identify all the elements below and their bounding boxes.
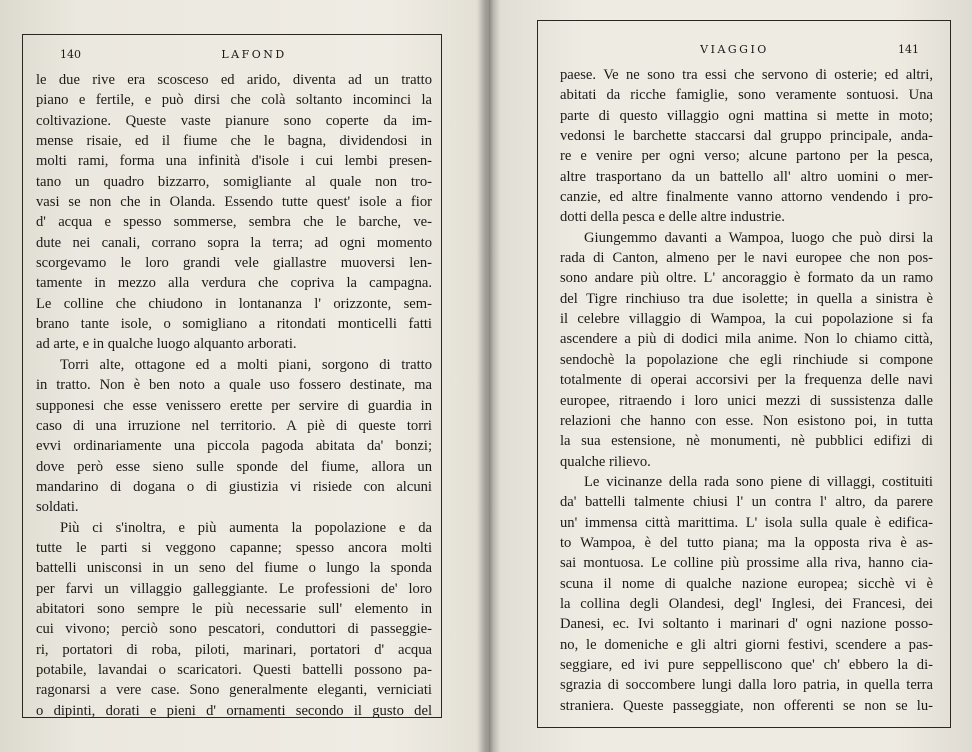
text-line: la collina degli Olandesi, degl' Inglesi, dei Francesi, dei [560,595,933,612]
text-line: sono andare più oltre. L' ancoraggio è formato da un ramo [560,270,933,287]
text-line: dove però esse sieno sulle sponde del fiume, allora un [36,458,432,475]
text-line: del Tigre rinchiuso tra due isolette; in quella a sinistra è [560,290,933,307]
text-line: d' acqua e spesso sommerse, sembra che le barche, ve- [36,214,432,231]
text-line: Le colline che chiudono in lontananza l' orizzonte, sem- [36,295,432,312]
left-page-body [36,70,432,721]
text-line: dotti della pesca e delle altre industrie. [560,209,785,226]
text-line: paese. Ve ne sono tra essi che servono di osterie; ed altri, [560,67,933,83]
text-line: dute nei canali, corrano sopra la terra; ad ogni momento [36,234,432,251]
right-page-body [560,65,933,716]
text-line: qualche rilievo. [560,453,651,470]
paragraph [36,518,432,721]
left-page-header [36,48,432,70]
text-line: per farvi un villaggio galleggiante. Le professioni de' loro [36,580,432,597]
paragraph [560,228,933,472]
text-line: sai montuosa. Le colline più prossime alla riva, hanno cia- [560,555,933,572]
text-line: battelli unisconsi in un seno del fiume o lungo la sponda [36,560,432,577]
text-line: tutte le parti si veggono capanne; spesso ancora molti [36,539,432,556]
text-line: un' immensa città marittima. L' isola sulla quale è edifica- [560,514,933,531]
text-line: altre trasportano da un battello all' altro uomini o mer- [560,168,933,185]
text-line: soldati. [36,499,79,516]
text-line: scuna il nome di qualche nazione europea; sicchè vi è [560,575,933,592]
left-page-number: 140 [60,48,81,61]
paragraph [36,355,432,518]
text-line: europee, ritraendo i loro unici mezzi di sussistenza dalle [560,392,933,409]
text-line: sendochè la popolazione che egli rinchiude si compone [560,351,933,368]
text-line: rada di Canton, almeno per le navi europee che non pos- [560,250,933,267]
text-line: scorgevamo le loro grandi vele giallastre muoversi len- [36,255,432,272]
text-line: evvi ordinariamente una piccola pagoda abitata da' bonzi; [36,438,432,455]
text-line: straniera. Queste passeggiate, non offerenti se non se lu- [560,697,933,714]
text-line: Torri alte, ottagone ed a molti piani, sorgono di tratto [60,356,432,373]
text-line: vedonsi le barchette staccarsi dal gruppo principale, anda- [560,128,933,145]
text-line: coltivazione. Queste vaste pianure sono coperte da im- [36,112,432,129]
paragraph [560,472,933,716]
text-line: tano un quadro bizzarro, somigliante al quale non tro- [36,173,432,190]
paragraph [36,70,432,355]
right-page-number: 141 [898,43,919,56]
text-line: la sua estensione, nè monumenti, nè pubblici edifizi di [560,433,933,450]
text-line: ragonarsi a vere case. Sono generalmente eleganti, verniciati [36,682,432,699]
text-line: seggiare, ed ivi pure seppelliscono que' ch' ebbero la di- [560,656,933,673]
text-line: il celebre villaggio di Wampoa, la cui popolazione si fa [560,311,933,328]
text-line: totalmente di operai accorsivi per la frequenza delle navi [560,372,933,389]
text-line: vasi se non che in Olanda. Essendo tutte quest' isole a fior [36,194,432,211]
paragraph [560,65,933,228]
left-page [36,48,432,721]
book-gutter [478,0,500,752]
text-line: no, le domeniche e gli altri giorni festivi, scendere a pas- [560,636,933,653]
text-line: mandarino di dogana o di giustizia vi risiede con alcuni [36,478,432,495]
text-line: potabile, lavandai o scaricatori. Questi battelli possono pa- [36,661,432,678]
text-line: mense risaie, ed il fiume che le bagna, dividendosi in [36,133,432,150]
text-line: canzie, ed altre finalmente vanno attorno vendendo i pro- [560,189,933,206]
text-line: Danesi, ec. Ivi soltanto i marinari d' ogni nazione posso- [560,616,933,633]
text-line: o dipinti, dorati e pieni d' ornamenti secondo il gusto del [36,702,432,719]
text-line: Le vicinanze della rada sono piene di villaggi, costituiti [584,473,933,490]
text-line: caso di una irruzione nel territorio. A piè di queste torri [36,417,432,434]
text-line: abitatori sono sempre le più necessarie sull' elemento in [36,600,432,617]
text-line: Giungemmo davanti a Wampoa, luogo che può dirsi la [584,229,933,246]
text-line: abitati da ricche famiglie, sono veramente sontuosi. Una [560,87,933,104]
text-line: piano e fertile, e può dirsi che colà soltanto incominci la [36,92,432,109]
text-line: da' battelli talmente chiusi l' un contra l' altro, da parere [560,494,933,511]
text-line: tamente in mezzo alla verdura che copriva la campagna. [36,275,432,292]
text-line: Più ci s'inoltra, e più aumenta la popolazione e da [60,519,432,536]
text-line: cui vivono; perciò sono pescatori, conduttori di passeggie- [36,621,432,638]
right-running-head: VIAGGIO [700,43,769,56]
text-line: to Wampoa, è del tutto piana; ma la opposta riva è as- [560,534,933,551]
text-line: supponesi che esse venissero erette per servire di guardia in [36,397,432,414]
text-line: relazioni che hanno con esse. Non esistono poi, in tutta [560,412,933,429]
text-line: le due rive era scosceso ed arido, diventa ad un tratto [36,72,432,88]
text-line: ad arte, e in qualche luogo alquanto arborati. [36,336,297,353]
text-line: brano tante isole, o somigliano a ritondati monticelli fatti [36,316,432,333]
text-line: ascendere a più di dodici mila anime. Non lo chiamo città, [560,331,933,348]
left-running-head: LAFOND [221,48,287,61]
text-line: molti rami, forma una infinità d'isole i cui lembi presen- [36,153,432,170]
text-line: ri, portatori di roba, piloti, marinari, portatori d' acqua [36,641,432,658]
text-line: parte di questo villaggio ogni mattina si mette in moto; [560,107,933,124]
right-page [560,43,933,716]
right-page-header [560,43,933,65]
text-line: in tratto. Non è ben noto a quale uso fossero destinate, ma [36,377,432,394]
text-line: sgrazia di soccombere lungi dalla loro patria, in quella terra [560,677,933,694]
text-line: re e venire per ogni verso; alcune partono per la pesca, [560,148,933,165]
